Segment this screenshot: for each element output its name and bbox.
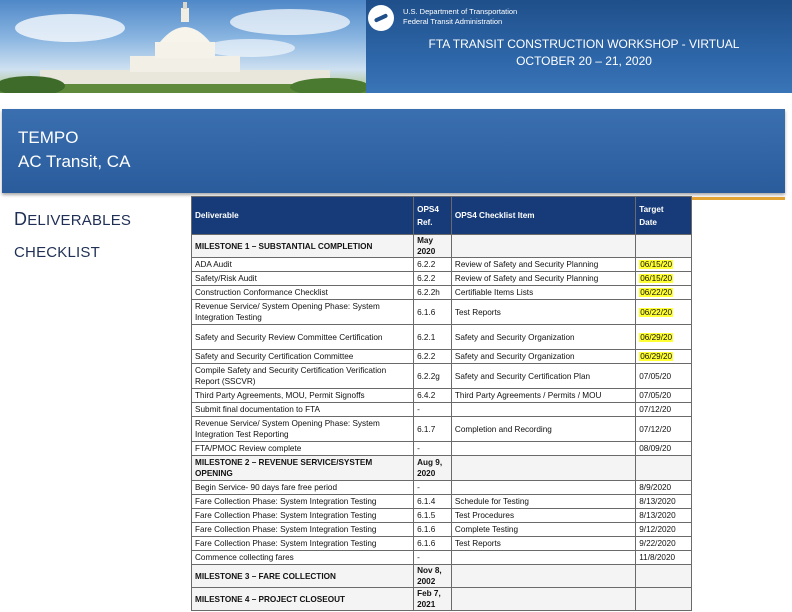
ref-cell: - (414, 481, 452, 495)
header-checklist-item: OPS4 Checklist Item (451, 197, 635, 235)
target-date-cell (636, 588, 692, 611)
ref-cell: 6.1.6 (414, 537, 452, 551)
deliverables-checklist-table (191, 196, 692, 611)
table-body (192, 235, 692, 611)
table-row (192, 551, 692, 565)
target-date-cell: 07/12/20 (636, 417, 692, 442)
target-date-cell: 07/12/20 (636, 403, 692, 417)
table-row (192, 258, 692, 272)
highlighted-date: 06/15/20 (640, 274, 673, 283)
checklist-item-cell: Safety and Security Organization (451, 350, 635, 364)
capitol-photo (0, 0, 366, 93)
deliverable-cell: Construction Conformance Checklist (192, 286, 414, 300)
milestone-row (192, 235, 692, 258)
target-date-cell (636, 350, 692, 364)
checklist-item-cell: Complete Testing (451, 523, 635, 537)
table-row (192, 350, 692, 364)
target-date-cell (636, 258, 692, 272)
checklist-item-cell (451, 565, 635, 588)
checklist-item-cell: Test Reports (451, 300, 635, 325)
ref-cell: 6.2.1 (414, 325, 452, 350)
header-target-date (636, 197, 692, 235)
target-date-cell: 8/9/2020 (636, 481, 692, 495)
ref-cell: - (414, 403, 452, 417)
dot-logo-icon (368, 5, 394, 31)
checklist-item-cell (451, 551, 635, 565)
accent-divider (690, 197, 785, 200)
ref-cell: - (414, 551, 452, 565)
capitol-illustration (0, 0, 366, 93)
highlighted-date: 06/29/20 (640, 352, 673, 361)
ref-cell: 6.4.2 (414, 389, 452, 403)
deliverable-cell: MILESTONE 4 – PROJECT CLOSEOUT (192, 588, 414, 611)
target-date-cell (636, 286, 692, 300)
agency-line-2: Federal Transit Administration (403, 17, 503, 26)
ref-cell: 6.2.2 (414, 258, 452, 272)
ref-cell: 6.2.2 (414, 272, 452, 286)
checklist-item-cell: Review of Safety and Security Planning (451, 258, 635, 272)
milestone-row (192, 588, 692, 611)
target-date-cell: 08/09/20 (636, 442, 692, 456)
slide-title: TEMPO (18, 128, 79, 147)
highlighted-date: 06/15/20 (640, 260, 673, 269)
checklist-label: CHECKLIST (14, 244, 100, 261)
deliverable-cell: Third Party Agreements, MOU, Permit Signoffs (192, 389, 414, 403)
table-row (192, 272, 692, 286)
checklist-item-cell: Safety and Security Certification Plan (451, 364, 635, 389)
table-row (192, 495, 692, 509)
checklist-item-cell (451, 588, 635, 611)
target-date-cell: 9/12/2020 (636, 523, 692, 537)
target-date-cell: 8/13/2020 (636, 509, 692, 523)
deliverable-cell: MILESTONE 1 – SUBSTANTIAL COMPLETION (192, 235, 414, 258)
ref-cell: 6.1.6 (414, 300, 452, 325)
target-date-cell (636, 300, 692, 325)
ref-cell: 6.1.5 (414, 509, 452, 523)
header-ref-line-1: OPS4 (417, 204, 439, 214)
workshop-line-2: OCTOBER 20 – 21, 2020 (516, 54, 652, 68)
target-date-cell: 9/22/2020 (636, 537, 692, 551)
ref-cell: 6.1.4 (414, 495, 452, 509)
deliverable-cell: Fare Collection Phase: System Integration Testing (192, 495, 414, 509)
target-date-cell (636, 272, 692, 286)
highlighted-date: 06/22/20 (640, 307, 673, 317)
workshop-title (366, 36, 792, 70)
table-row (192, 286, 692, 300)
ref-cell: 6.2.2h (414, 286, 452, 300)
deliverables-rest: ELIVERABLES (27, 212, 132, 229)
checklist-item-cell: Completion and Recording (451, 417, 635, 442)
target-date-cell (636, 565, 692, 588)
deliverables-label (14, 209, 131, 230)
agency-name (403, 7, 517, 27)
header-date-line-1: Target (639, 204, 664, 214)
checklist-item-cell: Review of Safety and Security Planning (451, 272, 635, 286)
table-row (192, 403, 692, 417)
ref-cell: 6.2.2g (414, 364, 452, 389)
checklist-item-cell: Test Reports (451, 537, 635, 551)
table-row (192, 442, 692, 456)
target-date-cell (636, 456, 692, 481)
header-date-line-2: Date (639, 217, 657, 227)
target-date-cell: 07/05/20 (636, 389, 692, 403)
ref-cell: 6.2.2 (414, 350, 452, 364)
header-deliverable: Deliverable (192, 197, 414, 235)
target-date-cell: 11/8/2020 (636, 551, 692, 565)
deliverable-cell: Fare Collection Phase: System Integration Testing (192, 523, 414, 537)
table-row (192, 300, 692, 325)
header-ref (414, 197, 452, 235)
deliverable-cell: Submit final documentation to FTA (192, 403, 414, 417)
checklist-item-cell (451, 456, 635, 481)
ref-cell: Aug 9, 2020 (414, 456, 452, 481)
workshop-line-1: FTA TRANSIT CONSTRUCTION WORKSHOP - VIRTUAL (428, 37, 740, 51)
checklist-item-cell: Third Party Agreements / Permits / MOU (451, 389, 635, 403)
ref-cell: Nov 8, 2002 (414, 565, 452, 588)
target-date-cell: 8/13/2020 (636, 495, 692, 509)
target-date-cell (636, 325, 692, 350)
ref-cell: - (414, 442, 452, 456)
deliverable-cell: Commence collecting fares (192, 551, 414, 565)
table-row (192, 364, 692, 389)
table-row (192, 325, 692, 350)
table-row (192, 509, 692, 523)
deliverable-cell: ADA Audit (192, 258, 414, 272)
table-row (192, 417, 692, 442)
agency-line-1: U.S. Department of Transportation (403, 7, 518, 16)
checklist-item-cell (451, 235, 635, 258)
deliverables-initial: D (14, 209, 28, 229)
checklist-item-cell: Safety and Security Organization (451, 325, 635, 350)
deliverable-cell: Safety/Risk Audit (192, 272, 414, 286)
ref-cell: Feb 7, 2021 (414, 588, 452, 611)
deliverable-cell: Safety and Security Review Committee Certification (192, 325, 414, 350)
checklist-item-cell: Certifiable Items Lists (451, 286, 635, 300)
deliverable-cell: Revenue Service/ System Opening Phase: System Integration Test Reporting (192, 417, 414, 442)
deliverable-cell: Fare Collection Phase: System Integration Testing (192, 537, 414, 551)
deliverable-cell: Safety and Security Certification Committee (192, 350, 414, 364)
milestone-row (192, 456, 692, 481)
highlighted-date: 06/22/20 (640, 288, 673, 297)
deliverable-cell: FTA/PMOC Review complete (192, 442, 414, 456)
checklist-item-cell (451, 442, 635, 456)
target-date-cell: 07/05/20 (636, 364, 692, 389)
deliverable-cell: Compile Safety and Security Certification Verification Report (SSCVR) (192, 364, 414, 389)
milestone-row (192, 565, 692, 588)
checklist-item-cell: Schedule for Testing (451, 495, 635, 509)
table-row (192, 523, 692, 537)
table-row (192, 481, 692, 495)
table-row (192, 389, 692, 403)
highlighted-date: 06/29/20 (640, 332, 673, 342)
deliverable-cell: MILESTONE 2 – REVENUE SERVICE/SYSTEM OPENING (192, 456, 414, 481)
deliverable-cell: Fare Collection Phase: System Integration Testing (192, 509, 414, 523)
target-date-cell (636, 235, 692, 258)
slide-subtitle: AC Transit, CA (18, 152, 131, 171)
checklist-item-cell (451, 403, 635, 417)
checklist-item-cell (451, 481, 635, 495)
ref-cell: May 2020 (414, 235, 452, 258)
ref-cell: 6.1.6 (414, 523, 452, 537)
checklist-item-cell: Test Procedures (451, 509, 635, 523)
deliverable-cell: MILESTONE 3 – FARE COLLECTION (192, 565, 414, 588)
deliverable-cell: Begin Service- 90 days fare free period (192, 481, 414, 495)
ref-cell: 6.1.7 (414, 417, 452, 442)
table-row (192, 537, 692, 551)
header-ref-line-2: Ref. (417, 217, 433, 227)
slide-title-band (2, 109, 785, 193)
deliverable-cell: Revenue Service/ System Opening Phase: System Integration Testing (192, 300, 414, 325)
table-header-row (192, 197, 692, 235)
